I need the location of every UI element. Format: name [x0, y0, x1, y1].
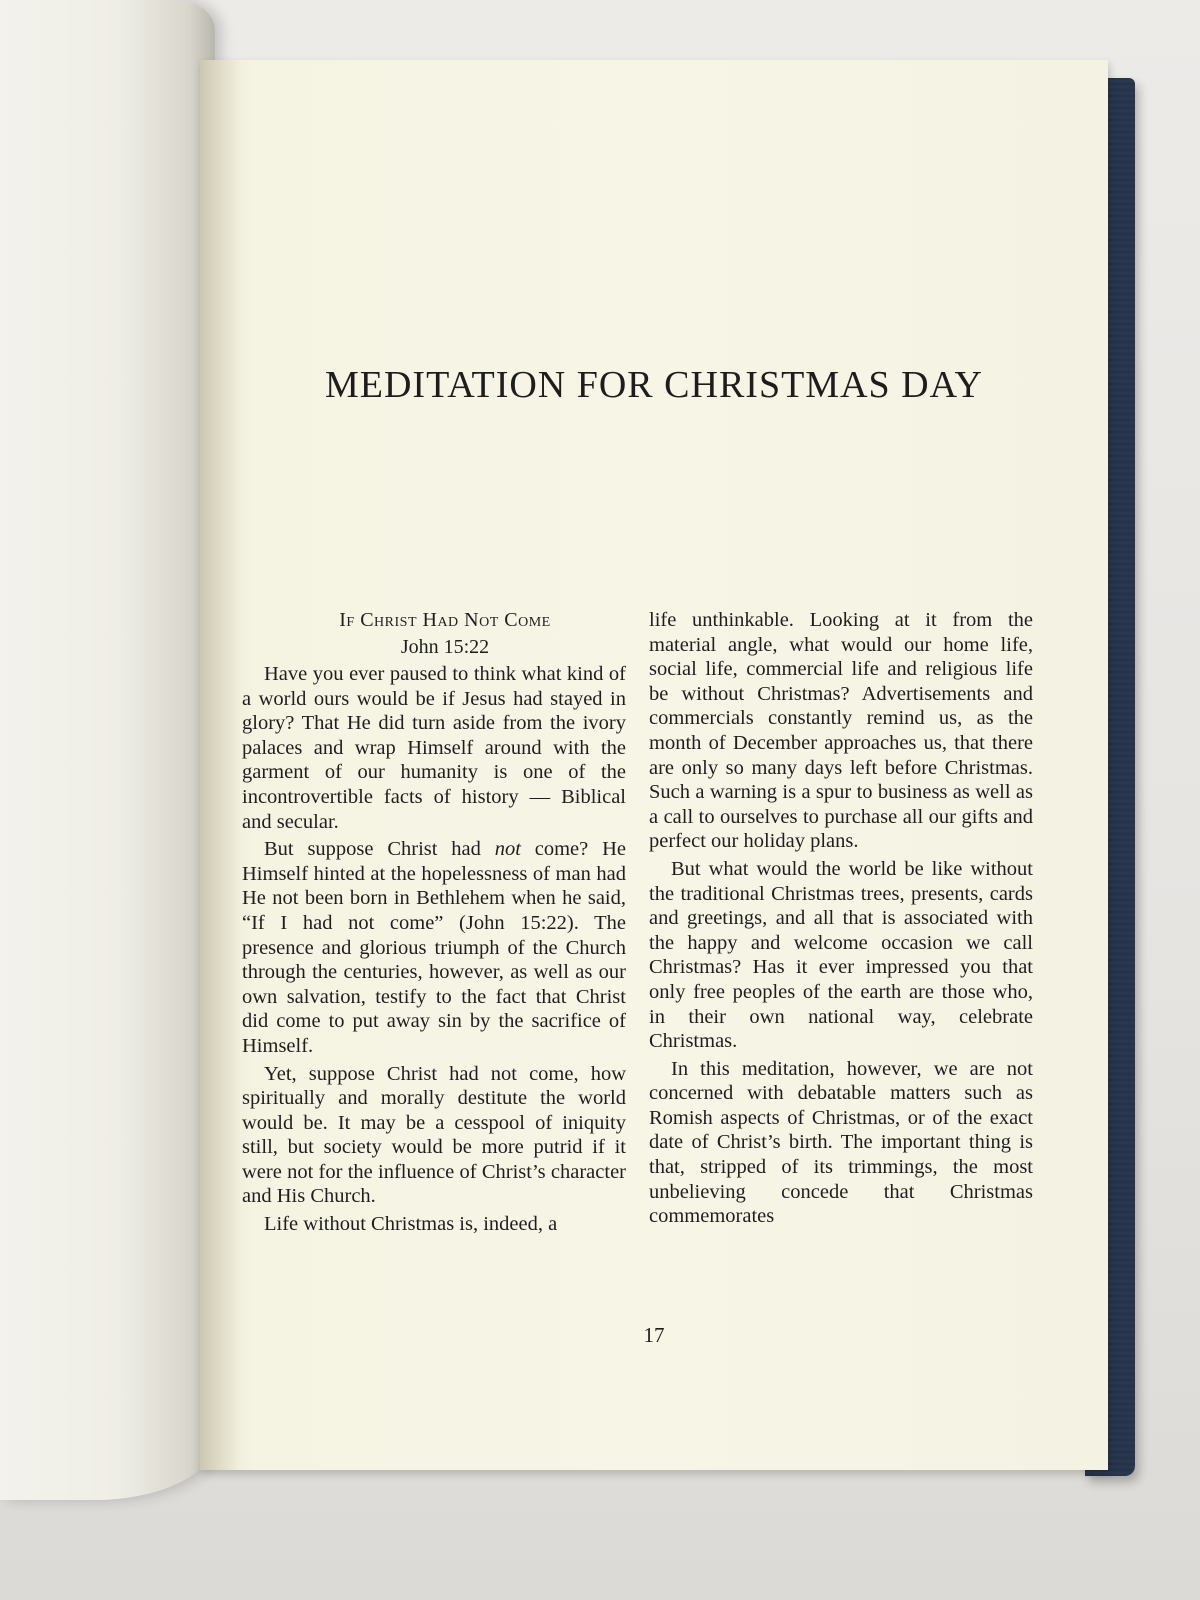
section-heading: If Christ Had Not Come — [339, 609, 551, 631]
paragraph-text: come? He Himself hinted at the hopelessness of man had He not been born in Bethlehem when he said, “If I had not come” (John 15:22). The presence and glorious triumph of the Church through the centuries, however, as well as our own salvation, testify to the fact that Christ did come to put away sin by the sacrifice of Himself. — [242, 838, 626, 1057]
gutter-shadow — [200, 60, 240, 1470]
paragraph: But what would the world be like without the traditional Christmas trees, presents, cards and greetings, and all that is associated with the happy and welcome occasion we call Christmas? Has it ever impressed you that only free peoples of the earth are those who, in their own national way, celebrate Christmas. — [649, 857, 1033, 1053]
paragraph-text: But suppose Christ had — [264, 838, 495, 861]
paragraph: life unthinkable. Looking at it from the material angle, what would our home life, social life, commercial life and religious life be without Christmas? Advertisements and commercials constantly remind us, as the month of December approaches us, that there are only so many days left before Christmas. Such a warning is a spur to business as well as a call to ourselves to purchase all our gifts and perfect our holiday plans. — [649, 609, 1033, 853]
page-number: 17 — [643, 1323, 665, 1347]
paragraph — [242, 837, 626, 1058]
right-column — [649, 608, 1033, 1229]
paragraph: In this meditation, however, we are not concerned with debatable matters such as Romish aspects of Christmas, or of the exact date of Christ’s birth. The important thing is that, stripped of its trimmings, the most unbelieving concede that Christmas commemorates — [649, 1057, 1033, 1228]
left-column — [242, 608, 626, 1237]
emphasis-text: not — [494, 838, 521, 861]
paragraph: Yet, suppose Christ had not come, how spiritually and morally destitute the world would be. It may be a cesspool of iniquity still, but society would be more putrid if it were not for the influence of Christ’s character and His Church. — [242, 1062, 626, 1208]
left-page-edge — [0, 0, 215, 1500]
page-title: MEDITATION FOR CHRISTMAS DAY — [324, 364, 983, 406]
section-reference: John 15:22 — [400, 636, 490, 658]
book-page — [200, 60, 1108, 1470]
paragraph: Life without Christmas is, indeed, a — [264, 1213, 558, 1236]
paragraph: Have you ever paused to think what kind of a world ours would be if Jesus had stayed in glory? That He did turn aside from the ivory palaces and wrap Himself around with the garment of our humanity is one of the incontrovertible facts of history — Biblical and secular. — [242, 663, 626, 833]
